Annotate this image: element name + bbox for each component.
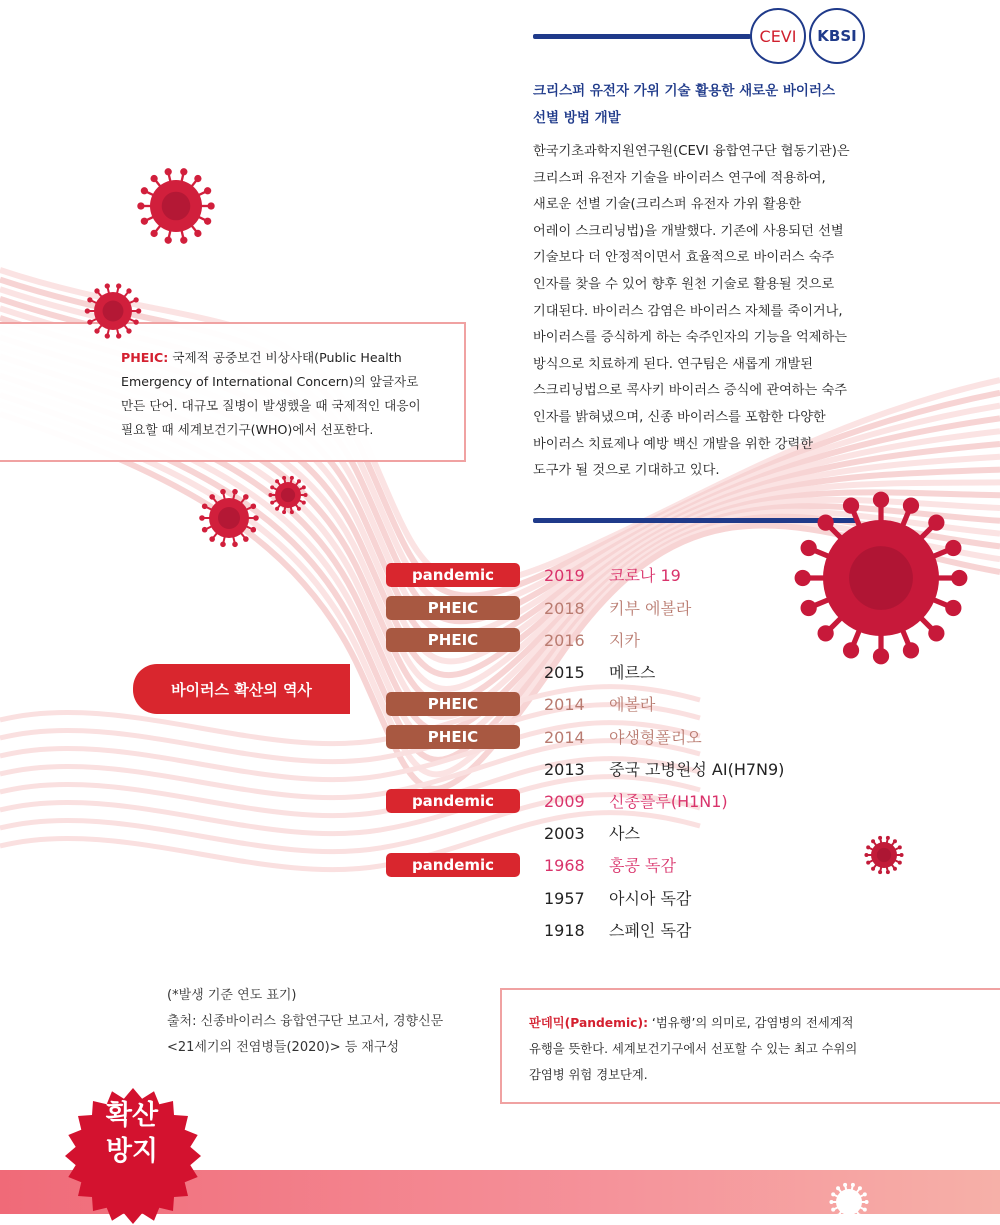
timeline-event: 야생형폴리오 [609, 725, 702, 751]
timeline-event: 아시아 독감 [609, 886, 691, 912]
article-title-line: 크리스퍼 유전자 가위 기술 활용한 새로운 바이러스 [533, 78, 863, 105]
pandemic-definition-line: 감염병 위험 경보단계. [529, 1062, 1000, 1088]
timeline-year: 2013 [544, 757, 585, 783]
timeline-event: 사스 [609, 821, 640, 847]
article-body [533, 139, 868, 485]
kbsi-logo: KBSI [809, 8, 865, 64]
timeline-year: 2009 [544, 789, 585, 815]
pheic-badge: PHEIC [386, 692, 520, 716]
timeline-row [0, 628, 1000, 654]
timeline-row [0, 757, 1000, 783]
timeline-row [0, 563, 1000, 589]
timeline-event: 메르스 [609, 660, 655, 686]
article-line: 도구가 될 것으로 기대하고 있다. [533, 458, 868, 485]
timeline-row [0, 725, 1000, 751]
prevention-seal-text [64, 1098, 200, 1170]
article-line: 바이러스 치료제나 예방 백신 개발을 위한 강력한 [533, 432, 868, 459]
article-line: 새로운 선별 기술(크리스퍼 유전자 가위 활용한 [533, 192, 868, 219]
pandemic-definition-box [500, 988, 1000, 1104]
timeline-row [0, 789, 1000, 815]
timeline-year: 2019 [544, 563, 585, 589]
timeline-event: 키부 에볼라 [609, 596, 691, 622]
pandemic-definition-text: ‘범유행’의 의미로, 감염병의 전세계적 [648, 1016, 854, 1030]
timeline-year: 2014 [544, 725, 585, 751]
pheic-definition-box [0, 322, 466, 462]
article-line: 스크리닝법으로 콕사키 바이러스 증식에 관여하는 숙주 [533, 378, 868, 405]
timeline-event: 스페인 독감 [609, 918, 691, 944]
pheic-definition-text: 국제적 공중보건 비상사태(Public Health [168, 350, 401, 365]
cevi-logo: CEVI [750, 8, 806, 64]
timeline-year: 2018 [544, 596, 585, 622]
article-line: 인자를 밝혀냈으며, 신종 바이러스를 포함한 다양한 [533, 405, 868, 432]
article-line: 어레이 스크리닝법)을 개발했다. 기존에 사용되던 선별 [533, 219, 868, 246]
pandemic-definition-line [529, 1010, 1000, 1036]
timeline-section-label: 바이러스 확산의 역사 [133, 664, 350, 714]
pheic-definition-line [121, 346, 464, 370]
timeline-row [0, 853, 1000, 879]
timeline-year: 2016 [544, 628, 585, 654]
pheic-term: PHEIC: [121, 350, 168, 365]
timeline-rule [533, 518, 858, 523]
article-line: 바이러스를 증식하게 하는 숙주인자의 기능을 억제하는 [533, 325, 868, 352]
note-line: 출처: 신종바이러스 융합연구단 보고서, 경향신문 [167, 1009, 443, 1035]
timeline-row [0, 692, 1000, 718]
seal-line: 방지 [64, 1134, 200, 1170]
timeline-year: 2014 [544, 692, 585, 718]
timeline-event: 코로나 19 [609, 563, 681, 589]
pandemic-term: 판데믹(Pandemic): [529, 1016, 648, 1030]
timeline-row [0, 821, 1000, 847]
note-line: (*발생 기준 연도 표기) [167, 983, 443, 1009]
pheic-badge: PHEIC [386, 596, 520, 620]
timeline-event: 신종플루(H1N1) [609, 789, 728, 815]
timeline-year: 2015 [544, 660, 585, 686]
pandemic-badge: pandemic [386, 789, 520, 813]
pheic-definition-line: Emergency of International Concern)의 앞글자로 [121, 370, 464, 394]
pheic-definition-line: 필요할 때 세계보건기구(WHO)에서 선포한다. [121, 418, 464, 442]
timeline-row [0, 660, 1000, 686]
timeline-event: 지카 [609, 628, 640, 654]
source-notes [167, 983, 443, 1061]
timeline-row [0, 596, 1000, 622]
article-line: 방식으로 치료하게 된다. 연구팀은 새롭게 개발된 [533, 352, 868, 379]
article-line: 한국기초과학지원연구원(CEVI 융합연구단 협동기관)은 [533, 139, 868, 166]
timeline-year: 1968 [544, 853, 585, 879]
timeline-year: 2003 [544, 821, 585, 847]
article-line: 인자를 찾을 수 있어 향후 원천 기술로 활용될 것으로 [533, 272, 868, 299]
pheic-definition-line: 만든 단어. 대규모 질병이 발생했을 때 국제적인 대응이 [121, 394, 464, 418]
timeline-year: 1957 [544, 886, 585, 912]
timeline-row [0, 918, 1000, 944]
seal-line: 확산 [64, 1098, 200, 1134]
timeline-event: 중국 고병원성 AI(H7N9) [609, 757, 784, 783]
timeline-event: 홍콩 독감 [609, 853, 676, 879]
article-title [533, 78, 863, 132]
article-line: 크리스퍼 유전자 기술을 바이러스 연구에 적용하여, [533, 166, 868, 193]
pandemic-badge: pandemic [386, 563, 520, 587]
article-line: 기술보다 더 안정적이면서 효율적으로 바이러스 숙주 [533, 245, 868, 272]
header-rule [533, 34, 751, 39]
article-line: 기대된다. 바이러스 감염은 바이러스 자체를 죽이거나, [533, 299, 868, 326]
timeline-row [0, 886, 1000, 912]
pheic-badge: PHEIC [386, 725, 520, 749]
pandemic-definition-line: 유행을 뜻한다. 세계보건기구에서 선포할 수 있는 최고 수위의 [529, 1036, 1000, 1062]
article-title-line: 선별 방법 개발 [533, 105, 863, 132]
timeline-event: 에볼라 [609, 692, 655, 718]
timeline-year: 1918 [544, 918, 585, 944]
pandemic-badge: pandemic [386, 853, 520, 877]
pheic-badge: PHEIC [386, 628, 520, 652]
note-line: <21세기의 전염병들(2020)> 등 재구성 [167, 1035, 443, 1061]
